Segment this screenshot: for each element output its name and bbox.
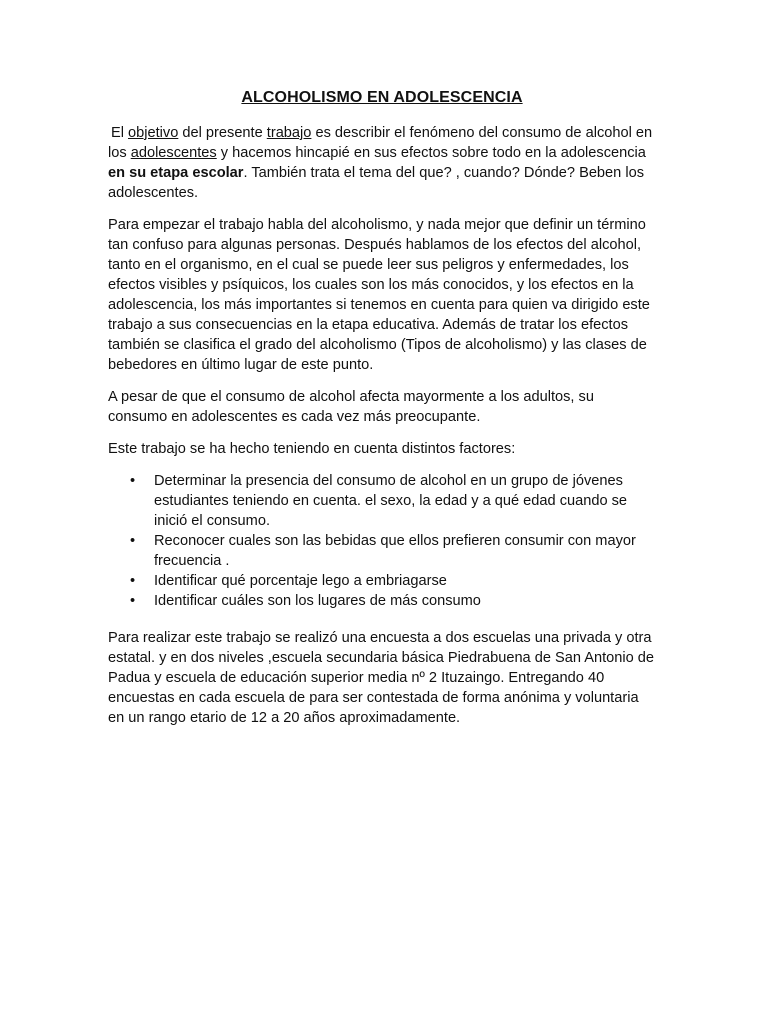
bullet-icon: •: [130, 533, 136, 549]
paragraph-methodology: Para realizar este trabajo se realizó una encuesta a dos escuelas una privada y otra estatal. y en dos niveles ,escuela secundaria básica Piedrabuena de San Antonio de Padua y escuela de educación superior media nº 2 Ituzaingo. Entregando 40 encuestas en cada escuela de para ser contestada de forma anónima y voluntaria en un rango etario de 12 a 20 años aproximadamente.: [108, 630, 655, 726]
link-trabajo[interactable]: trabajo: [266, 125, 312, 141]
factors-list: [108, 471, 656, 611]
document-title: ALCOHOLISMO EN ADOLESCENCIA: [241, 89, 523, 106]
list-item: [108, 591, 656, 611]
list-item-text: Identificar qué porcentaje lego a embriagarse: [154, 573, 447, 589]
paragraph-factors-intro: Este trabajo se ha hecho teniendo en cuenta distintos factores:: [108, 441, 516, 457]
list-item: [108, 531, 656, 571]
paragraph-concern: A pesar de que el consumo de alcohol afecta mayormente a los adultos, su consumo en adolescentes es cada vez más preocupante.: [108, 389, 594, 425]
intro-text-1: El: [111, 125, 129, 141]
document-page: [108, 88, 656, 740]
bullet-icon: •: [130, 573, 136, 589]
intro-paragraph: [108, 123, 656, 203]
list-item: [108, 471, 656, 531]
list-item-text: Identificar cuáles son los lugares de más consumo: [154, 593, 481, 609]
bullet-icon: •: [130, 593, 136, 609]
list-item-text: Reconocer cuales son las bebidas que ellos prefieren consumir con mayor frecuencia .: [154, 533, 636, 569]
intro-text-4: y hacemos hincapié en sus efectos sobre todo en la adolescencia: [216, 145, 646, 161]
intro-text-5: . También trata el tema del que? , cuando? Dónde? Beben los adolescentes.: [108, 165, 644, 201]
list-item-text: Determinar la presencia del consumo de alcohol en un grupo de jóvenes estudiantes teniendo en cuenta. el sexo, la edad y a qué edad cuando se inició el consumo.: [154, 473, 628, 529]
intro-bold-phrase: en su etapa escolar: [108, 165, 244, 181]
link-adolescentes[interactable]: adolescentes: [130, 145, 217, 161]
intro-text-2: del presente: [178, 125, 267, 141]
link-objetivo[interactable]: objetivo: [128, 125, 179, 141]
paragraph-overview: Para empezar el trabajo habla del alcoholismo, y nada mejor que definir un término tan confuso para algunas personas. Después hablamos de los efectos del alcohol, tanto en el organismo, en el cual se puede leer sus peligros y enfermedades, los efectos visibles y psíquicos, los cuales son los más conocidos, y los efectos en la adolescencia, los más importantes si tenemos en cuenta para quien va dirigido este trabajo a sus consecuencias en la etapa educativa. Además de tratar los efectos también se clasifica el grado del alcoholismo (Tipos de alcoholismo) y las clases de bebedores en último lugar de este punto.: [108, 217, 650, 373]
bullet-icon: •: [130, 473, 136, 489]
list-item: [108, 571, 656, 591]
intro-text-3: es describir el fenómeno del consumo de alcohol en los: [108, 125, 653, 161]
